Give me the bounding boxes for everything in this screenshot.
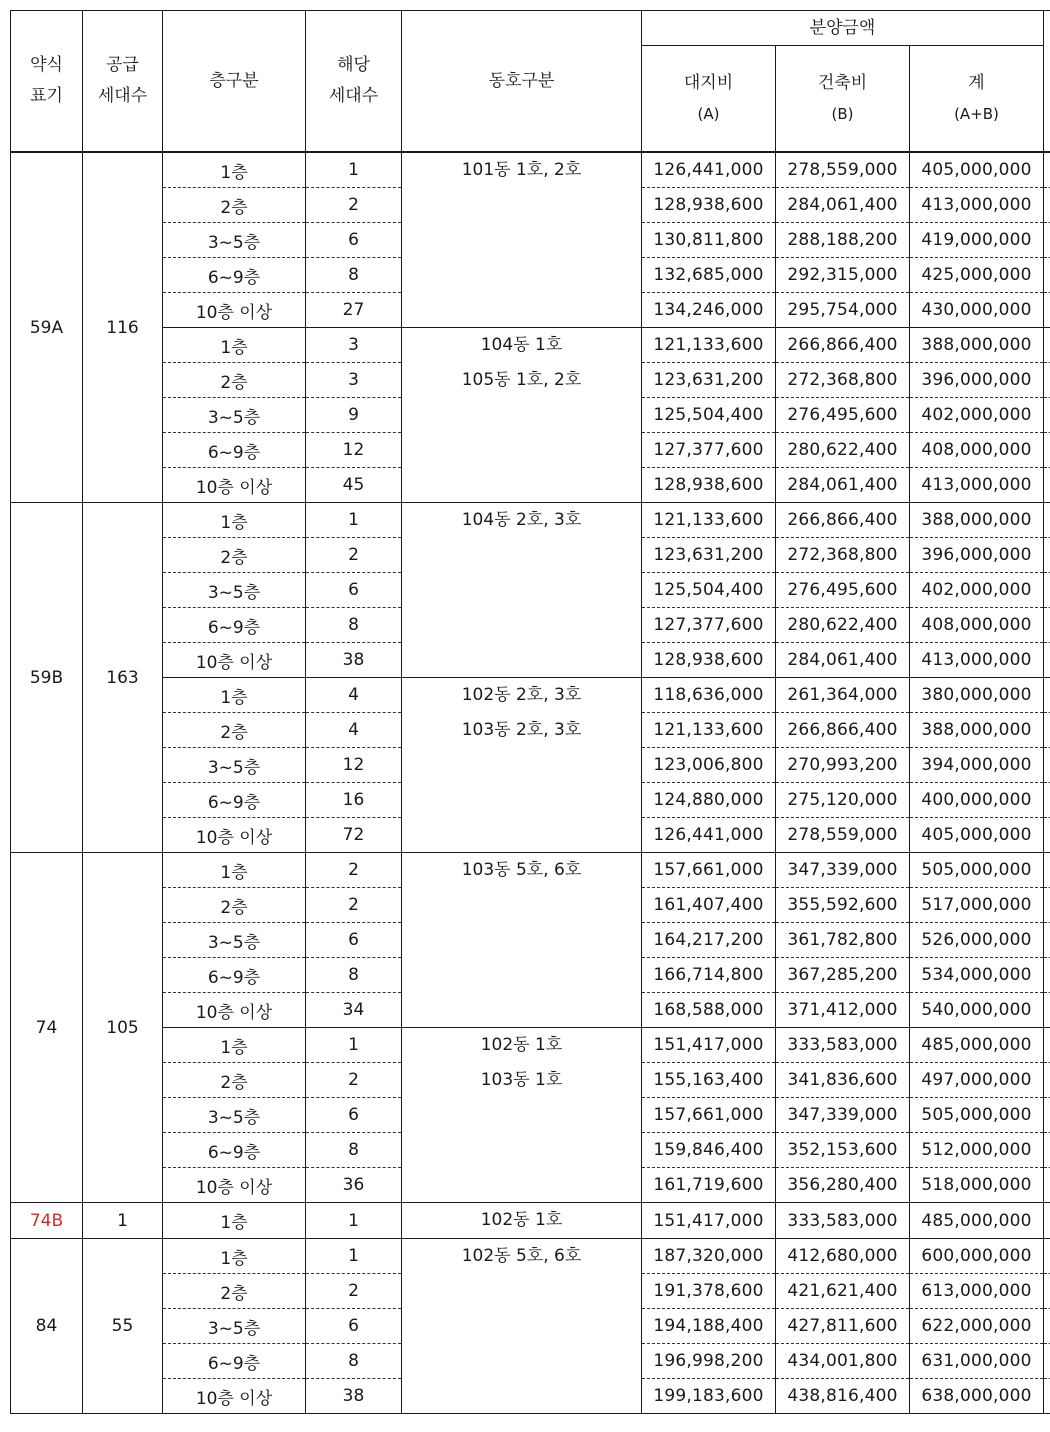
total-price-cell: 512,000,000 — [910, 1133, 1044, 1168]
floor-cell: 3~5층 — [163, 1309, 306, 1344]
total-price-cell: 419,000,000 — [910, 223, 1044, 258]
units-cell: 3 — [306, 363, 402, 398]
total-price-cell: 485,000,000 — [910, 1203, 1044, 1239]
build-price-cell: 347,339,000 — [776, 853, 910, 888]
build-price-cell: 266,866,400 — [776, 713, 910, 748]
build-price-cell: 352,153,600 — [776, 1133, 910, 1168]
build-price-cell: 261,364,000 — [776, 678, 910, 713]
build-price-cell: 266,866,400 — [776, 503, 910, 538]
floor-cell: 10층 이상 — [163, 293, 306, 328]
cut-off-cell — [1044, 1344, 1050, 1379]
land-price-cell: 194,188,400 — [642, 1309, 776, 1344]
total-price-cell: 388,000,000 — [910, 328, 1044, 363]
floor-cell: 2층 — [163, 713, 306, 748]
build-price-cell: 266,866,400 — [776, 328, 910, 363]
floor-cell: 3~5층 — [163, 748, 306, 783]
land-price-cell: 130,811,800 — [642, 223, 776, 258]
build-price-cell: 272,368,800 — [776, 538, 910, 573]
total-price-cell: 394,000,000 — [910, 748, 1044, 783]
units-cell: 6 — [306, 1098, 402, 1133]
floor-cell: 2층 — [163, 888, 306, 923]
units-header — [306, 11, 402, 153]
total-price-cell: 613,000,000 — [910, 1274, 1044, 1309]
table-row — [11, 1203, 1050, 1239]
total-price-cell: 413,000,000 — [910, 643, 1044, 678]
floor-cell: 10층 이상 — [163, 1379, 306, 1414]
land-price-cell: 127,377,600 — [642, 433, 776, 468]
cut-off-cell — [1044, 1063, 1050, 1098]
floor-cell: 1층 — [163, 1203, 306, 1239]
units-cell: 2 — [306, 1274, 402, 1309]
dong-cell — [402, 853, 642, 1028]
units-cell: 1 — [306, 1203, 402, 1239]
build-price-cell: 356,280,400 — [776, 1168, 910, 1203]
total-price-cell: 505,000,000 — [910, 1098, 1044, 1133]
units-cell: 36 — [306, 1168, 402, 1203]
cut-off-cell — [1044, 538, 1050, 573]
supply-cell: 1 — [83, 1203, 163, 1239]
type-header — [11, 11, 83, 153]
build-price-cell: 276,495,600 — [776, 573, 910, 608]
supply-cell: 116 — [83, 152, 163, 503]
units-cell: 38 — [306, 643, 402, 678]
land-price-cell: 164,217,200 — [642, 923, 776, 958]
units-cell: 2 — [306, 188, 402, 223]
supply-header-line1: 공급 — [106, 55, 139, 75]
cut-off-cell — [1044, 573, 1050, 608]
floor-cell: 2층 — [163, 1063, 306, 1098]
table-row — [11, 853, 1050, 888]
units-cell: 4 — [306, 713, 402, 748]
total-header-label: 계 — [968, 72, 985, 93]
floor-cell: 1층 — [163, 1028, 306, 1063]
land-price-cell: 168,588,000 — [642, 993, 776, 1028]
land-price-cell: 121,133,600 — [642, 503, 776, 538]
total-price-cell: 388,000,000 — [910, 713, 1044, 748]
build-price-cell: 427,811,600 — [776, 1309, 910, 1344]
land-price-cell: 199,183,600 — [642, 1379, 776, 1414]
units-cell: 8 — [306, 958, 402, 993]
type-cell: 59A — [11, 152, 83, 503]
floor-header: 층구분 — [163, 11, 306, 153]
units-cell: 3 — [306, 328, 402, 363]
floor-cell: 6~9층 — [163, 258, 306, 293]
cut-off-cell — [1044, 783, 1050, 818]
land-price-cell: 121,133,600 — [642, 713, 776, 748]
land-price-cell: 134,246,000 — [642, 293, 776, 328]
cut-off-cell — [1044, 1168, 1050, 1203]
table-header — [11, 11, 1050, 153]
land-price-cell: 161,719,600 — [642, 1168, 776, 1203]
total-price-cell: 497,000,000 — [910, 1063, 1044, 1098]
table-row — [11, 678, 1050, 713]
land-price-cell: 128,938,600 — [642, 188, 776, 223]
table-body — [11, 152, 1050, 1414]
land-price-cell: 127,377,600 — [642, 608, 776, 643]
floor-cell: 10층 이상 — [163, 1168, 306, 1203]
dong-cell — [402, 152, 642, 328]
cut-off-cell — [1044, 678, 1050, 713]
build-header-sub: (B) — [831, 104, 854, 123]
total-price-cell: 408,000,000 — [910, 433, 1044, 468]
supply-cell: 55 — [83, 1239, 163, 1414]
units-cell: 38 — [306, 1379, 402, 1414]
units-cell: 45 — [306, 468, 402, 503]
cut-off-cell — [1044, 1309, 1050, 1344]
land-price-cell: 123,631,200 — [642, 363, 776, 398]
build-header-label: 건축비 — [817, 72, 868, 93]
build-price-cell: 421,621,400 — [776, 1274, 910, 1309]
dong-line: 105동 1호, 2호 — [461, 370, 582, 390]
land-price-cell: 126,441,000 — [642, 152, 776, 188]
floor-cell: 10층 이상 — [163, 993, 306, 1028]
total-price-cell: 402,000,000 — [910, 398, 1044, 433]
units-cell: 1 — [306, 1028, 402, 1063]
units-header-line1: 해당 — [337, 55, 370, 75]
table-row — [11, 1239, 1050, 1274]
units-cell: 12 — [306, 433, 402, 468]
land-price-cell: 125,504,400 — [642, 398, 776, 433]
land-price-cell: 187,320,000 — [642, 1239, 776, 1274]
land-price-cell: 128,938,600 — [642, 643, 776, 678]
build-price-cell: 333,583,000 — [776, 1028, 910, 1063]
build-price-cell: 272,368,800 — [776, 363, 910, 398]
cut-off-cell — [1044, 818, 1050, 853]
land-price-cell: 123,631,200 — [642, 538, 776, 573]
land-price-cell: 151,417,000 — [642, 1028, 776, 1063]
floor-cell: 6~9층 — [163, 608, 306, 643]
cut-off-cell — [1044, 853, 1050, 888]
land-price-cell: 157,661,000 — [642, 1098, 776, 1133]
table-row — [11, 503, 1050, 538]
build-price-cell: 284,061,400 — [776, 188, 910, 223]
land-price-cell: 191,378,600 — [642, 1274, 776, 1309]
floor-cell: 1층 — [163, 152, 306, 188]
land-price-cell: 124,880,000 — [642, 783, 776, 818]
build-price-cell: 341,836,600 — [776, 1063, 910, 1098]
total-price-cell: 396,000,000 — [910, 363, 1044, 398]
units-cell: 2 — [306, 1063, 402, 1098]
floor-cell: 2층 — [163, 188, 306, 223]
land-price-cell: 128,938,600 — [642, 468, 776, 503]
units-cell: 2 — [306, 853, 402, 888]
land-price-cell: 166,714,800 — [642, 958, 776, 993]
cut-off-cell — [1044, 433, 1050, 468]
total-price-cell: 638,000,000 — [910, 1379, 1044, 1414]
dong-line: 103동 1호 — [480, 1070, 563, 1090]
total-price-cell: 622,000,000 — [910, 1309, 1044, 1344]
cut-off-cell — [1044, 1133, 1050, 1168]
floor-cell: 6~9층 — [163, 783, 306, 818]
price-table — [10, 10, 1050, 1414]
dong-line: 101동 1호, 2호 — [461, 160, 582, 180]
cut-off-cell — [1044, 328, 1050, 363]
floor-cell: 3~5층 — [163, 398, 306, 433]
units-cell: 9 — [306, 398, 402, 433]
table-row — [11, 152, 1050, 188]
cut-off-cell — [1044, 503, 1050, 538]
floor-cell: 6~9층 — [163, 433, 306, 468]
floor-cell: 1층 — [163, 328, 306, 363]
total-price-cell: 505,000,000 — [910, 853, 1044, 888]
cut-off-cell — [1044, 1098, 1050, 1133]
type-cell: 59B — [11, 503, 83, 853]
cut-off-cell — [1044, 293, 1050, 328]
land-price-cell: 155,163,400 — [642, 1063, 776, 1098]
total-price-cell: 534,000,000 — [910, 958, 1044, 993]
dong-line: 103동 5호, 6호 — [461, 860, 582, 880]
cut-off-cell — [1044, 363, 1050, 398]
dong-line: 102동 1호 — [480, 1035, 563, 1055]
floor-cell: 10층 이상 — [163, 643, 306, 678]
dong-line: 102동 1호 — [480, 1210, 563, 1230]
cut-off-cell — [1044, 188, 1050, 223]
total-price-cell: 405,000,000 — [910, 152, 1044, 188]
land-header-sub: (A) — [697, 104, 720, 123]
cut-off-cell — [1044, 1203, 1050, 1239]
units-cell: 4 — [306, 678, 402, 713]
build-price-cell: 284,061,400 — [776, 643, 910, 678]
cut-off-cell — [1044, 398, 1050, 433]
cut-off-cell — [1044, 608, 1050, 643]
build-price-cell: 434,001,800 — [776, 1344, 910, 1379]
cut-off-cell — [1044, 993, 1050, 1028]
units-cell: 12 — [306, 748, 402, 783]
floor-cell: 1층 — [163, 853, 306, 888]
build-price-cell: 278,559,000 — [776, 152, 910, 188]
cut-off-cell — [1044, 1274, 1050, 1309]
total-header — [910, 46, 1044, 153]
build-price-cell: 284,061,400 — [776, 468, 910, 503]
floor-cell: 10층 이상 — [163, 468, 306, 503]
cut-off-cell — [1044, 1239, 1050, 1274]
land-header — [642, 46, 776, 153]
units-cell: 1 — [306, 503, 402, 538]
cut-off-cell — [1044, 713, 1050, 748]
supply-header — [83, 11, 163, 153]
total-header-sub: (A+B) — [954, 104, 999, 123]
units-cell: 2 — [306, 538, 402, 573]
floor-cell: 1층 — [163, 503, 306, 538]
type-cell: 84 — [11, 1239, 83, 1414]
build-price-cell: 347,339,000 — [776, 1098, 910, 1133]
total-price-cell: 413,000,000 — [910, 188, 1044, 223]
land-price-cell: 123,006,800 — [642, 748, 776, 783]
total-price-cell: 413,000,000 — [910, 468, 1044, 503]
land-price-cell: 132,685,000 — [642, 258, 776, 293]
table-row — [11, 328, 1050, 363]
units-cell: 6 — [306, 923, 402, 958]
units-cell: 16 — [306, 783, 402, 818]
total-price-cell: 430,000,000 — [910, 293, 1044, 328]
build-price-cell: 275,120,000 — [776, 783, 910, 818]
floor-cell: 6~9층 — [163, 1344, 306, 1379]
land-header-label: 대지비 — [683, 72, 734, 93]
cut-off-cell — [1044, 923, 1050, 958]
cut-off-cell — [1044, 888, 1050, 923]
dong-cell — [402, 1028, 642, 1203]
cut-off-cell — [1044, 643, 1050, 678]
type-header-line2: 표기 — [30, 86, 63, 106]
land-price-cell: 157,661,000 — [642, 853, 776, 888]
units-cell: 8 — [306, 1344, 402, 1379]
units-cell: 1 — [306, 1239, 402, 1274]
cut-off-cell — [1044, 1379, 1050, 1414]
floor-cell: 3~5층 — [163, 223, 306, 258]
cut-off-cell — [1044, 223, 1050, 258]
build-header — [776, 46, 910, 153]
cut-off-cell — [1044, 258, 1050, 293]
cut-off-cell — [1044, 468, 1050, 503]
floor-cell: 3~5층 — [163, 573, 306, 608]
cut-off-column-header — [1044, 11, 1050, 153]
total-price-cell: 405,000,000 — [910, 818, 1044, 853]
price-group-header: 분양금액 — [642, 11, 1044, 46]
floor-cell: 3~5층 — [163, 923, 306, 958]
cut-off-cell — [1044, 152, 1050, 188]
type-cell: 74B — [11, 1203, 83, 1239]
total-price-cell: 380,000,000 — [910, 678, 1044, 713]
build-price-cell: 288,188,200 — [776, 223, 910, 258]
total-price-cell: 631,000,000 — [910, 1344, 1044, 1379]
units-cell: 6 — [306, 573, 402, 608]
build-price-cell: 371,412,000 — [776, 993, 910, 1028]
cut-off-cell — [1044, 748, 1050, 783]
dong-line: 104동 1호 — [480, 335, 563, 355]
land-price-cell: 126,441,000 — [642, 818, 776, 853]
land-price-cell: 125,504,400 — [642, 573, 776, 608]
units-cell: 8 — [306, 608, 402, 643]
total-price-cell: 425,000,000 — [910, 258, 1044, 293]
units-cell: 27 — [306, 293, 402, 328]
build-price-cell: 438,816,400 — [776, 1379, 910, 1414]
dong-cell — [402, 1203, 642, 1239]
build-price-cell: 276,495,600 — [776, 398, 910, 433]
units-cell: 2 — [306, 888, 402, 923]
total-price-cell: 540,000,000 — [910, 993, 1044, 1028]
cut-off-cell — [1044, 958, 1050, 993]
units-cell: 6 — [306, 1309, 402, 1344]
land-price-cell: 196,998,200 — [642, 1344, 776, 1379]
build-price-cell: 278,559,000 — [776, 818, 910, 853]
build-price-cell: 333,583,000 — [776, 1203, 910, 1239]
floor-cell: 10층 이상 — [163, 818, 306, 853]
build-price-cell: 292,315,000 — [776, 258, 910, 293]
build-price-cell: 355,592,600 — [776, 888, 910, 923]
land-price-cell: 161,407,400 — [642, 888, 776, 923]
cut-off-cell — [1044, 1028, 1050, 1063]
dong-line: 102동 2호, 3호 — [461, 685, 582, 705]
units-cell: 8 — [306, 258, 402, 293]
land-price-cell: 121,133,600 — [642, 328, 776, 363]
total-price-cell: 485,000,000 — [910, 1028, 1044, 1063]
dong-line: 102동 5호, 6호 — [461, 1246, 582, 1266]
build-price-cell: 412,680,000 — [776, 1239, 910, 1274]
build-price-cell: 270,993,200 — [776, 748, 910, 783]
floor-cell: 1층 — [163, 1239, 306, 1274]
dong-header: 동호구분 — [402, 11, 642, 153]
total-price-cell: 402,000,000 — [910, 573, 1044, 608]
units-cell: 8 — [306, 1133, 402, 1168]
floor-cell: 3~5층 — [163, 1098, 306, 1133]
land-price-cell: 118,636,000 — [642, 678, 776, 713]
total-price-cell: 408,000,000 — [910, 608, 1044, 643]
floor-cell: 2층 — [163, 538, 306, 573]
build-price-cell: 280,622,400 — [776, 608, 910, 643]
dong-cell — [402, 678, 642, 853]
build-price-cell: 361,782,800 — [776, 923, 910, 958]
units-header-line2: 세대수 — [328, 86, 379, 106]
total-price-cell: 517,000,000 — [910, 888, 1044, 923]
floor-cell: 2층 — [163, 363, 306, 398]
total-price-cell: 400,000,000 — [910, 783, 1044, 818]
land-price-cell: 151,417,000 — [642, 1203, 776, 1239]
type-cell: 74 — [11, 853, 83, 1203]
total-price-cell: 526,000,000 — [910, 923, 1044, 958]
dong-line: 104동 2호, 3호 — [461, 510, 582, 530]
total-price-cell: 518,000,000 — [910, 1168, 1044, 1203]
total-price-cell: 388,000,000 — [910, 503, 1044, 538]
land-price-cell: 159,846,400 — [642, 1133, 776, 1168]
units-cell: 6 — [306, 223, 402, 258]
supply-cell: 105 — [83, 853, 163, 1203]
total-price-cell: 396,000,000 — [910, 538, 1044, 573]
floor-cell: 1층 — [163, 678, 306, 713]
build-price-cell: 367,285,200 — [776, 958, 910, 993]
units-cell: 72 — [306, 818, 402, 853]
table-row — [11, 1028, 1050, 1063]
dong-cell — [402, 328, 642, 503]
units-cell: 1 — [306, 152, 402, 188]
units-cell: 34 — [306, 993, 402, 1028]
dong-line: 103동 2호, 3호 — [461, 720, 582, 740]
build-price-cell: 295,754,000 — [776, 293, 910, 328]
total-price-cell: 600,000,000 — [910, 1239, 1044, 1274]
type-header-line1: 약식 — [30, 55, 63, 75]
dong-cell — [402, 503, 642, 678]
supply-cell: 163 — [83, 503, 163, 853]
floor-cell: 6~9층 — [163, 1133, 306, 1168]
supply-header-line2: 세대수 — [97, 86, 148, 106]
build-price-cell: 280,622,400 — [776, 433, 910, 468]
floor-cell: 6~9층 — [163, 958, 306, 993]
dong-cell — [402, 1239, 642, 1414]
floor-cell: 2층 — [163, 1274, 306, 1309]
